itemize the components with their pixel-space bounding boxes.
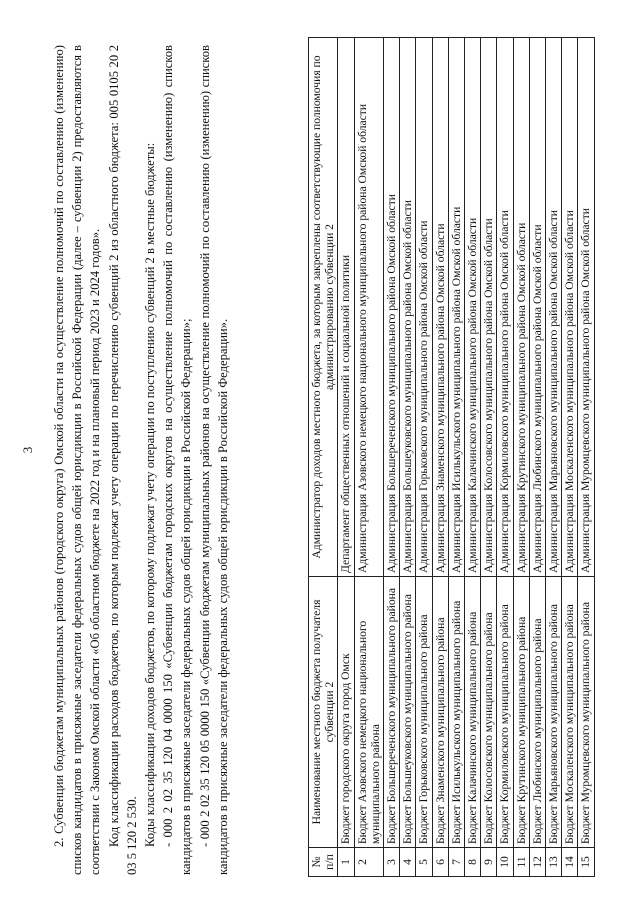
paragraph-4: - 000 2 02 35 120 04 0000 150 «Субвенции бюджетам городских округов на осуществление полномочий по составлению (изменению) списков кандидатов в присяжные заседатели федеральных судов общей юрисдикции в Российской Федерации»; <box>161 45 194 875</box>
administrator-cell: Администрация Большереченского муниципального района Омской области <box>384 38 400 577</box>
table-row <box>562 38 578 877</box>
table-body <box>338 38 594 877</box>
budget-name-cell: Бюджет Азовского немецкого национального муниципального района <box>354 577 383 848</box>
administrator-cell: Департамент общественных отношений и социальной политики <box>338 38 354 577</box>
administrator-cell: Администрация Муромцевского муниципального района Омской области <box>578 38 594 577</box>
row-number-cell: 10 <box>497 848 513 877</box>
table-row <box>513 38 529 877</box>
budget-name-cell: Бюджет Колосовского муниципального района <box>481 577 497 848</box>
subvention-table-wrap <box>308 37 595 877</box>
budget-name-cell: Бюджет Калачинского муниципального района <box>465 577 481 848</box>
row-number-cell: 3 <box>384 848 400 877</box>
table-row <box>529 38 545 877</box>
row-number-cell: 4 <box>400 848 416 877</box>
table-row <box>432 38 448 877</box>
table-row <box>384 38 400 877</box>
table-row <box>481 38 497 877</box>
table-row <box>338 38 354 877</box>
table-row <box>497 38 513 877</box>
table-header-row <box>309 38 338 877</box>
paragraph-5: - 000 2 02 35 120 05 0000 150 «Субвенции бюджетам муниципальных районов на осуществление полномочий по составлению (изменению) списков кандидатов в присяжные заседатели федеральных судов общей юрисдикции в Российской Федерации». <box>197 45 230 875</box>
administrator-cell: Администрация Большеуковского муниципального района Омской области <box>400 38 416 577</box>
row-number-cell: 15 <box>578 848 594 877</box>
budget-name-cell: Бюджет Кормиловского муниципального района <box>497 577 513 848</box>
header-number: № п/п <box>309 848 338 877</box>
row-number-cell: 8 <box>465 848 481 877</box>
budget-name-cell: Бюджет Большеуковского муниципального района <box>400 577 416 848</box>
paragraph-2: Код классификации расходов бюджетов, по которым подлежат учету операции по перечислению субвенций 2 из областного бюджета: 005 0105 20 2 03 5 120 2 530. <box>106 45 139 875</box>
row-number-cell: 5 <box>416 848 432 877</box>
budget-name-cell: Бюджет Горьковского муниципального района <box>416 577 432 848</box>
budget-name-cell: Бюджет Большереченского муниципального района <box>384 577 400 848</box>
administrator-cell: Администрация Горьковского муниципального района Омской области <box>416 38 432 577</box>
row-number-cell: 13 <box>546 848 562 877</box>
budget-name-cell: Бюджет Москаленского муниципального района <box>562 577 578 848</box>
administrator-cell: Администрация Исилькульского муниципального района Омской области <box>448 38 464 577</box>
row-number-cell: 9 <box>481 848 497 877</box>
budget-name-cell: Бюджет Марьяновского муниципального района <box>546 577 562 848</box>
subvention-table <box>308 37 595 877</box>
table-row <box>416 38 432 877</box>
budget-name-cell: Бюджет Крутинского муниципального района <box>513 577 529 848</box>
table-row <box>400 38 416 877</box>
body-text <box>50 45 232 875</box>
administrator-cell: Администрация Знаменского муниципального района Омской области <box>432 38 448 577</box>
budget-name-cell: Бюджет Знаменского муниципального района <box>432 577 448 848</box>
paragraph-1: 2. Субвенции бюджетам муниципальных районов (городского округа) Омской области на осуществление полномочий по составлению (изменению) списков кандидатов в присяжные заседатели федеральных судов общей юрисдикции в Российской Федерации (далее – субвенции 2) предоставляются в соответствии с Законом Омской области «Об областном бюджете на 2022 год и на плановый период 2023 и 2024 годов». <box>52 45 103 875</box>
row-number-cell: 6 <box>432 848 448 877</box>
row-number-cell: 14 <box>562 848 578 877</box>
budget-name-cell: Бюджет городского округа город Омск <box>338 577 354 848</box>
paragraph-3: Коды классификации доходов бюджетов, по которому подлежат учету операции по поступлению субвенций 2 в местные бюджеты: <box>143 142 158 847</box>
administrator-cell: Администрация Марьяновского муниципального района Омской области <box>546 38 562 577</box>
administrator-cell: Администрация Азовского немецкого национального муниципального района Омской области <box>354 38 383 577</box>
administrator-cell: Администрация Калачинского муниципального района Омской области <box>465 38 481 577</box>
table-row <box>546 38 562 877</box>
table-row <box>448 38 464 877</box>
row-number-cell: 12 <box>529 848 545 877</box>
administrator-cell: Администрация Любинского муниципального района Омской области <box>529 38 545 577</box>
rotated-content <box>20 15 620 885</box>
table-row <box>354 38 383 877</box>
budget-name-cell: Бюджет Исилькульского муниципального района <box>448 577 464 848</box>
administrator-cell: Администрация Кормиловского муниципального района Омской области <box>497 38 513 577</box>
budget-name-cell: Бюджет Любинского муниципального района <box>529 577 545 848</box>
header-budget-name: Наименование местного бюджета получателя субвенции 2 <box>309 577 338 848</box>
table-row <box>578 38 594 877</box>
row-number-cell: 11 <box>513 848 529 877</box>
administrator-cell: Администрация Крутинского муниципального района Омской области <box>513 38 529 577</box>
row-number-cell: 1 <box>338 848 354 877</box>
administrator-cell: Администрация Колосовского муниципального района Омской области <box>481 38 497 577</box>
row-number-cell: 2 <box>354 848 383 877</box>
page-number: 3 <box>20 446 35 454</box>
table-row <box>465 38 481 877</box>
budget-name-cell: Бюджет Муромцевского муниципального района <box>578 577 594 848</box>
administrator-cell: Администрация Москаленского муниципального района Омской области <box>562 38 578 577</box>
row-number-cell: 7 <box>448 848 464 877</box>
header-administrator: Администратор доходов местного бюджета, за которым закреплены соответствующие полномочия по администрированию субвенции 2 <box>309 38 338 577</box>
